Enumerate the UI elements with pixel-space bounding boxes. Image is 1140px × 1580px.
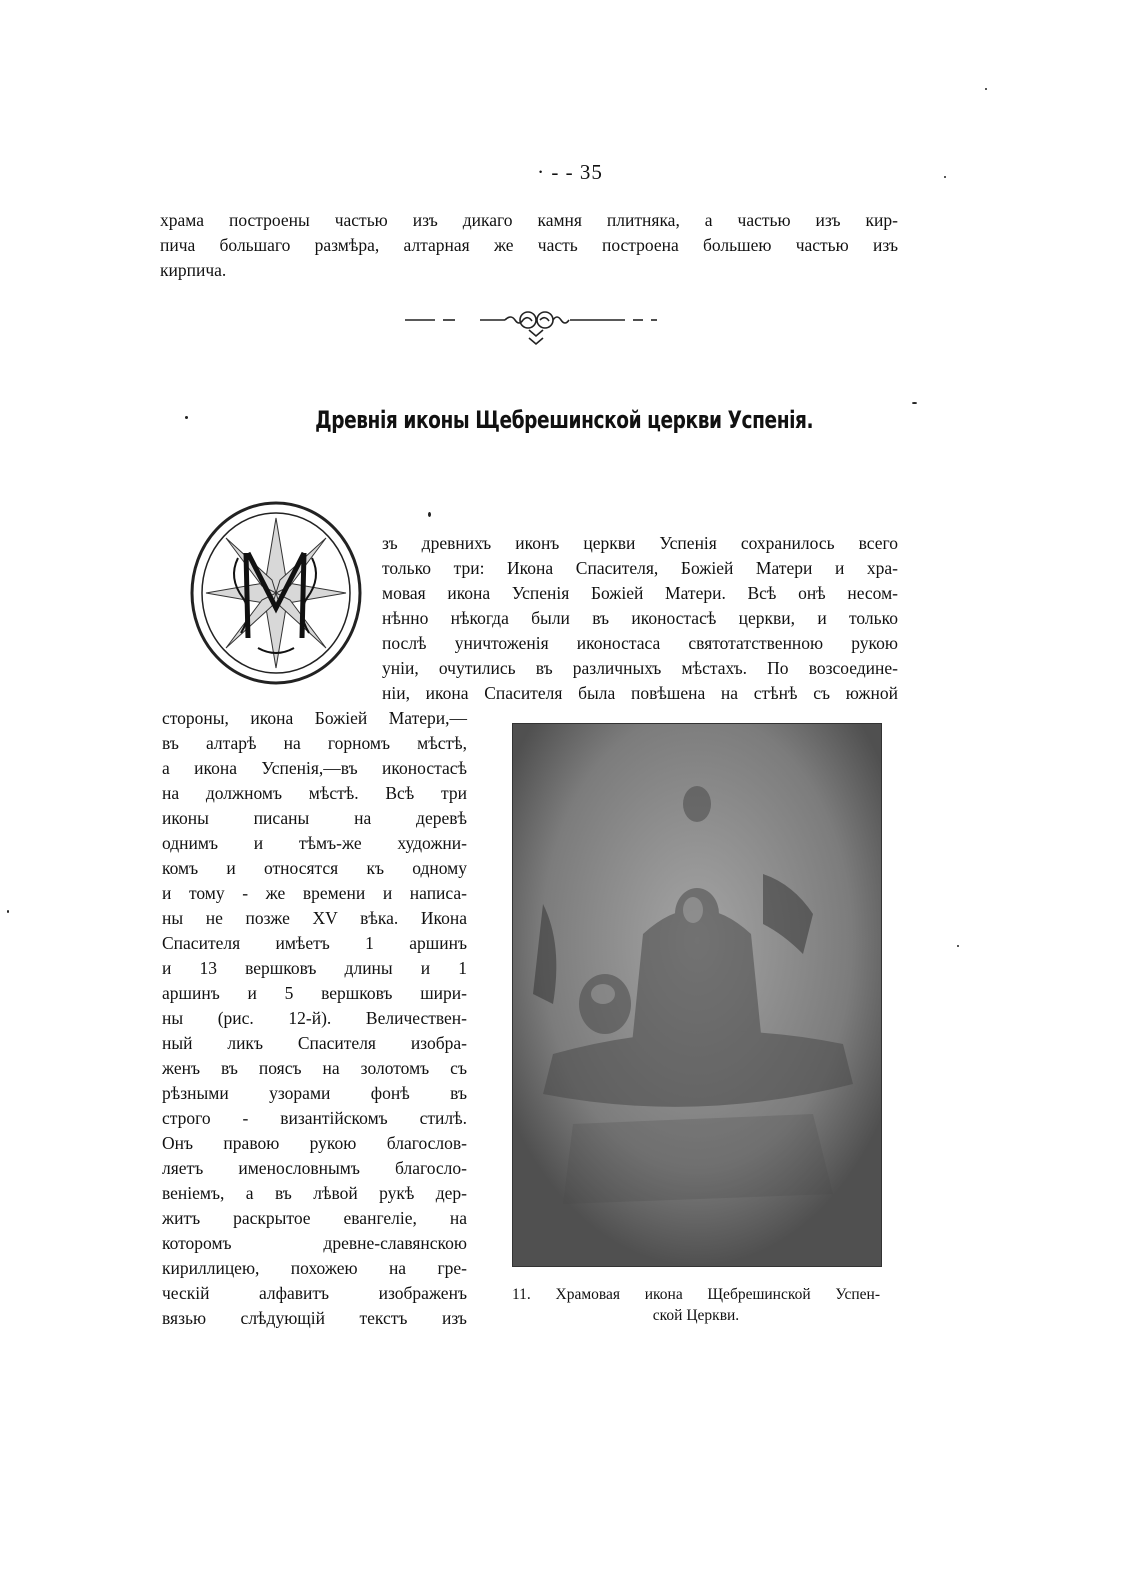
body-line: ны не позже XV вѣка. Икона — [162, 908, 467, 928]
body-line: стороны, икона Божіей Матери,— — [162, 708, 467, 728]
body-line: комъ и относятся къ одному — [162, 858, 467, 878]
decorated-initial-icon — [188, 498, 364, 688]
body-line: строго - византійскомъ стилѣ. — [162, 1108, 467, 1128]
body-line: ный ликъ Спасителя изобра- — [162, 1033, 467, 1053]
body-line: Онъ правою рукою благослов- — [162, 1133, 467, 1153]
page-number-dashes: · - - — [537, 160, 580, 184]
body-line: на должномъ мѣстѣ. Всѣ три — [162, 783, 467, 803]
body-line: ческій алфавитъ изображенъ — [162, 1283, 467, 1303]
intro-line: пича большаго размѣра, алтарная же часть построена большею частью изъ — [160, 235, 898, 255]
body-line: ляетъ именословнымъ благосло- — [162, 1158, 467, 1178]
body-line: кириллицею, похожею на гре- — [162, 1258, 467, 1278]
section-title: Древнія иконы Щебрешинской церкви Успенія. — [315, 406, 814, 434]
page-number — [0, 160, 1140, 185]
intro-line: кирпича. — [160, 260, 227, 280]
body-line: ніи, икона Спасителя была повѣшена на стѣнѣ съ южной — [382, 683, 898, 703]
body-line: аршинъ и 5 вершковъ шири- — [162, 983, 467, 1003]
body-line: нѣнно нѣкогда были въ иконостасѣ церкви, и только — [382, 608, 898, 628]
scan-speck — [944, 176, 946, 178]
body-line: только три: Икона Спасителя, Божіей Матери и хра- — [382, 558, 898, 578]
body-line: въ алтарѣ на горномъ мѣстѣ, — [162, 733, 467, 753]
body-line: веніемъ, а въ лѣвой рукѣ дер- — [162, 1183, 467, 1203]
body-line: и тому - же времени и написа- — [162, 883, 467, 903]
scan-speck — [912, 402, 917, 404]
body-text-left — [162, 706, 467, 1331]
caption-line: ской Церкви. — [652, 1307, 740, 1324]
body-line: однимъ и тѣмъ-же художни- — [162, 833, 467, 853]
body-line: и 13 вершковъ длины и 1 — [162, 958, 467, 978]
body-line: рѣзными узорами фонѣ въ — [162, 1083, 467, 1103]
body-line: которомъ древне-славянскою — [162, 1233, 467, 1253]
body-line: женъ въ поясъ на золотомъ съ — [162, 1058, 467, 1078]
scan-speck — [428, 512, 431, 517]
icon-photograph — [512, 723, 882, 1267]
scan-speck — [7, 910, 9, 913]
page-number-value: 35 — [579, 160, 603, 184]
icon-photograph-illustration — [513, 724, 881, 1266]
scan-speck — [185, 416, 188, 419]
body-line: житъ раскрытое евангеліе, на — [162, 1208, 467, 1228]
body-line: послѣ уничтоженія иконостаса святотатственною рукою — [382, 633, 898, 653]
body-line: вязью слѣдующій текстъ изъ — [162, 1308, 467, 1328]
caption-line: 11. Храмовая икона Щебрешинской Успен- — [512, 1286, 880, 1303]
body-line: ны (рис. 12-й). Величествен- — [162, 1008, 467, 1028]
scan-speck — [985, 88, 987, 90]
body-line: уніи, очутились въ различныхъ мѣстахъ. По возсоедине- — [382, 658, 898, 678]
photo-caption — [512, 1284, 880, 1326]
intro-line: храма построены частью изъ дикаго камня плитняка, а частью изъ кир- — [160, 210, 898, 230]
body-line: мовая икона Успенія Божіей Матери. Всѣ онѣ несом- — [382, 583, 898, 603]
intro-paragraph — [160, 208, 898, 283]
body-text-right — [382, 531, 898, 706]
ornament-divider-icon — [395, 304, 675, 352]
scan-speck — [957, 945, 959, 947]
body-line: а икона Успенія,—въ иконостасѣ — [162, 758, 467, 778]
body-line: зъ древнихъ иконъ церкви Успенія сохранилось всего — [382, 533, 898, 553]
body-line: Спасителя имѣетъ 1 аршинъ — [162, 933, 467, 953]
body-line: иконы писаны на деревѣ — [162, 808, 467, 828]
